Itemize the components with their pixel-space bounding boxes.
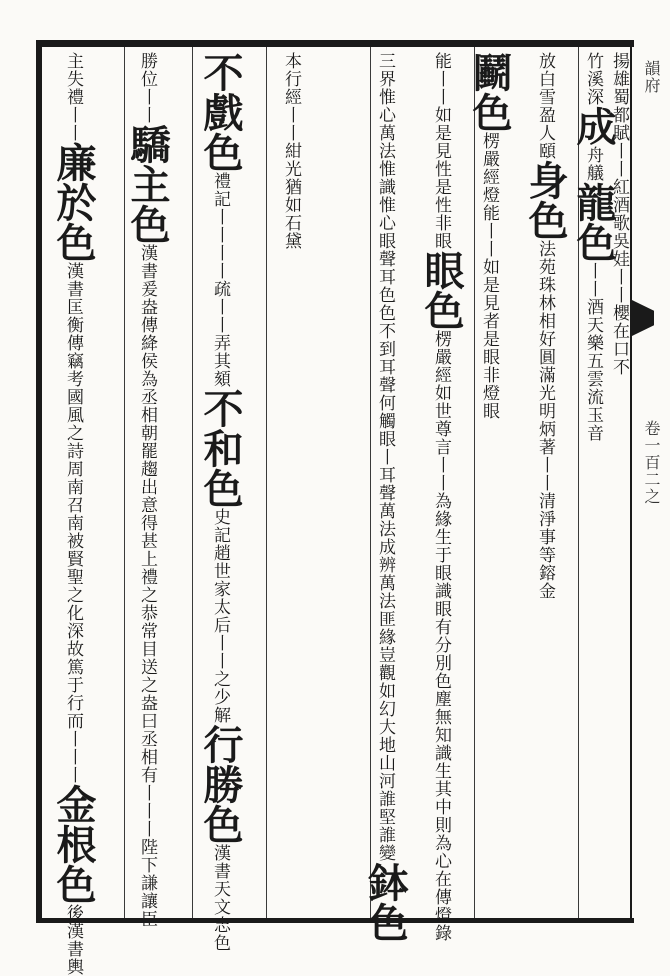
gloss-text: 竹溪深	[583, 52, 603, 106]
text-column-2	[522, 52, 569, 914]
headword: 龍	[570, 182, 617, 222]
headword: 鉢色	[362, 862, 409, 942]
gloss-text: 禮記丨丨丨丨疏丨丨弄其頦	[210, 172, 230, 388]
text-column-5	[362, 52, 409, 942]
headword: 廉於色	[50, 142, 97, 262]
gloss-text: 漢書爰盎傳絳侯為丞相朝罷趨出意得甚上禮之恭常目送之盎曰丞相有丨丨丨陛下謙讓臣	[137, 244, 157, 928]
column-rule	[192, 47, 193, 918]
fishtail-mark	[632, 300, 654, 336]
headword: 不戲色	[197, 52, 244, 172]
headword: 不和色	[197, 388, 244, 508]
gloss-text: 丨丨酒天樂五雲流玉音	[583, 262, 603, 442]
gloss-text: 楞嚴經如世尊言丨丨為緣生于眼識眼有分別色塵無知識生其中則為心在傳燈錄	[431, 330, 451, 942]
headword: 金根色	[50, 784, 97, 904]
gloss-text: 三界惟心萬法惟識惟心眼聲耳色色不到耳聲何觸眼丨耳聲萬法成辨萬法匪緣豈觀如幻大地山河誰堅誰變	[375, 52, 395, 862]
gloss-text: 主失禮丨丨	[63, 52, 83, 142]
gloss-text: 史記趙世家太后丨丨之少解	[210, 508, 230, 724]
gloss-text: 勝位丨丨	[137, 52, 157, 124]
frame-left-rule	[36, 40, 42, 923]
gloss-text: 本行經丨丨紺光猶如石黛	[281, 52, 301, 250]
frame-bottom-rule	[36, 918, 634, 923]
headword: 身色	[522, 160, 569, 240]
gloss-text: 漢書匡衡傳竊考國風之詩周南召南被賢聖之化深故篤于行而丨丨丨	[63, 262, 83, 784]
text-column-6	[276, 52, 306, 914]
gloss-text: 後漢書輿	[63, 904, 83, 976]
headword: 鬬色	[466, 52, 513, 132]
text-column-9	[50, 52, 97, 976]
margin-middle-label: 卷一百二之	[642, 420, 661, 505]
gloss-text: 漢書天文志色	[210, 844, 230, 952]
text-column-3	[466, 52, 513, 914]
headword: 色	[570, 222, 617, 262]
headword: 行勝色	[197, 724, 244, 844]
text-column-7	[197, 52, 244, 952]
gloss-text: 楞嚴經燈能丨丨如是見者是眼非燈眼	[479, 132, 499, 420]
column-rule	[266, 47, 267, 918]
gloss-text: 舟	[583, 146, 603, 164]
text-column-10	[604, 52, 634, 914]
margin-top-label: 韻府	[642, 60, 661, 94]
gloss-text: 法苑珠林相好圓滿光明炳著丨丨清淨事等鎔金	[535, 240, 555, 600]
gloss-text: 艤	[583, 164, 603, 182]
headword: 成	[570, 106, 617, 146]
gloss-text: 能丨丨如是見性是性非眼	[431, 52, 451, 250]
headword: 眼色	[418, 250, 465, 330]
gloss-text: 放白雪盈人頤	[535, 52, 555, 160]
gloss-text: 揚雄蜀都賦丨丨紅酒歌吳娃丨丨櫻在口不	[609, 52, 629, 376]
text-column-8	[124, 52, 171, 928]
frame-top-rule	[36, 40, 634, 47]
text-column-4	[418, 52, 465, 942]
headword: 驕主色	[124, 124, 171, 244]
